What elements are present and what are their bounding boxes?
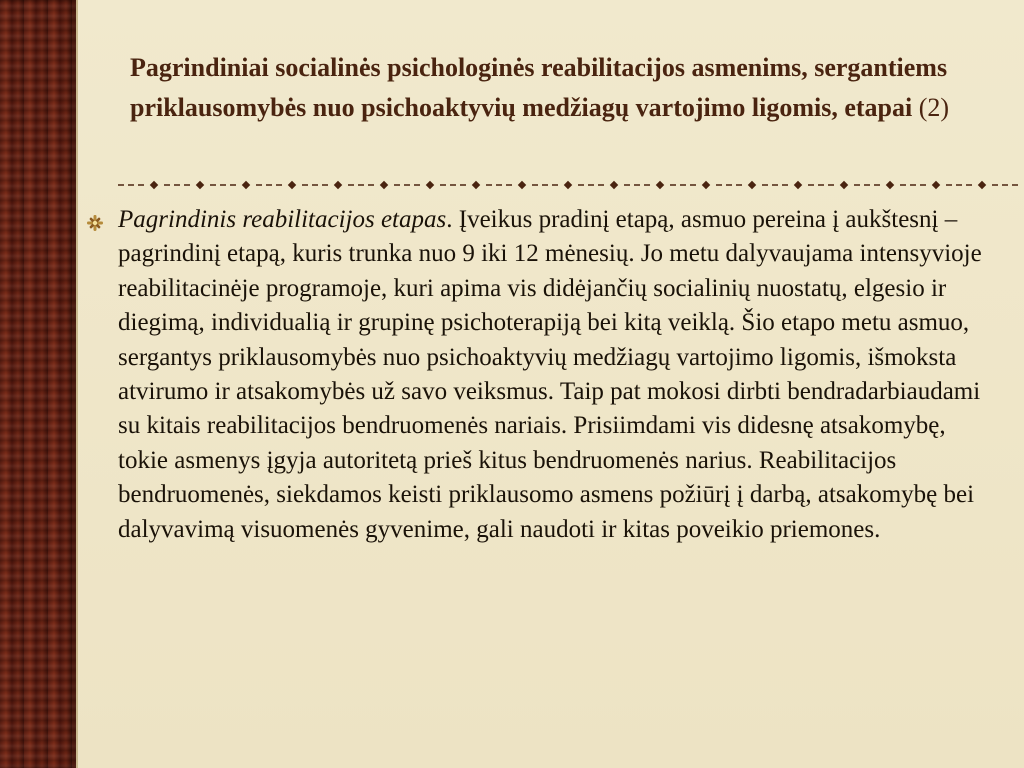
divider-diamond [380, 181, 387, 188]
divider-diamond [886, 181, 893, 188]
divider-diamond [334, 181, 341, 188]
divider-diamond [840, 181, 847, 188]
divider-diamond [472, 181, 479, 188]
slide-title [130, 48, 970, 128]
body-text: . Įveikus pradinį etapą, asmuo pereina į aukštesnį – pagrindinį etapą, kuris trunka nuo 9 iki 12 mėnesių. Jo metu dalyvaujama intensyvioje reabilitacinėje programoje, kuri apima vis didėjančių socialinių nuostatų, elgesio ir diegimą, individualią ir grupinę psichoterapiją bei kitą veiklą. Šio etapo metu asmuo, sergantys priklausomybės nuo psichoaktyvių medžiagų vartojimo ligomis, išmoksta atvirumo ir atsakomybės už savo veiksmus. Taip pat mokosi dirbti bendradarbiaudami su kitais reabilitacijos bendruomenės nariais. Prisiimdami vis didesnę atsakomybę, tokie asmenys įgyja autoritetą prieš kitus bendruomenės narius. Reabilitacijos bendruomenės, siekdamos keisti priklausomo asmens požiūrį į darbą, atsakomybę bei dalyvavimą visuomenės gyvenime, gali naudoti ir kitas poveikio priemones. [118, 206, 982, 543]
divider-diamond [702, 181, 709, 188]
body-lead-italic: Pagrindinis reabilitacijos etapas [118, 206, 447, 233]
flower-bullet-icon [86, 214, 104, 232]
divider-diamond [932, 181, 939, 188]
divider-diamond [794, 181, 801, 188]
divider-diamond [196, 181, 203, 188]
divider-diamond [978, 181, 985, 188]
slide-title-suffix: (2) [918, 93, 950, 122]
decorative-side-band [0, 0, 76, 768]
divider-diamond [518, 181, 525, 188]
divider-diamond [150, 181, 157, 188]
dotted-divider [118, 176, 1018, 194]
divider-diamond [748, 181, 755, 188]
slide-title-main: Pagrindiniai socialinės psichologinės reabilitacijos asmenims, sergantiems priklausomybės nuo psichoaktyvių medžiagų vartojimo ligomis, etapai [130, 53, 948, 122]
divider-diamond [610, 181, 617, 188]
divider-diamond [242, 181, 249, 188]
divider-diamond [426, 181, 433, 188]
divider-diamond [656, 181, 663, 188]
divider-diamond [288, 181, 295, 188]
divider-diamond [564, 181, 571, 188]
body-paragraph [118, 203, 998, 547]
